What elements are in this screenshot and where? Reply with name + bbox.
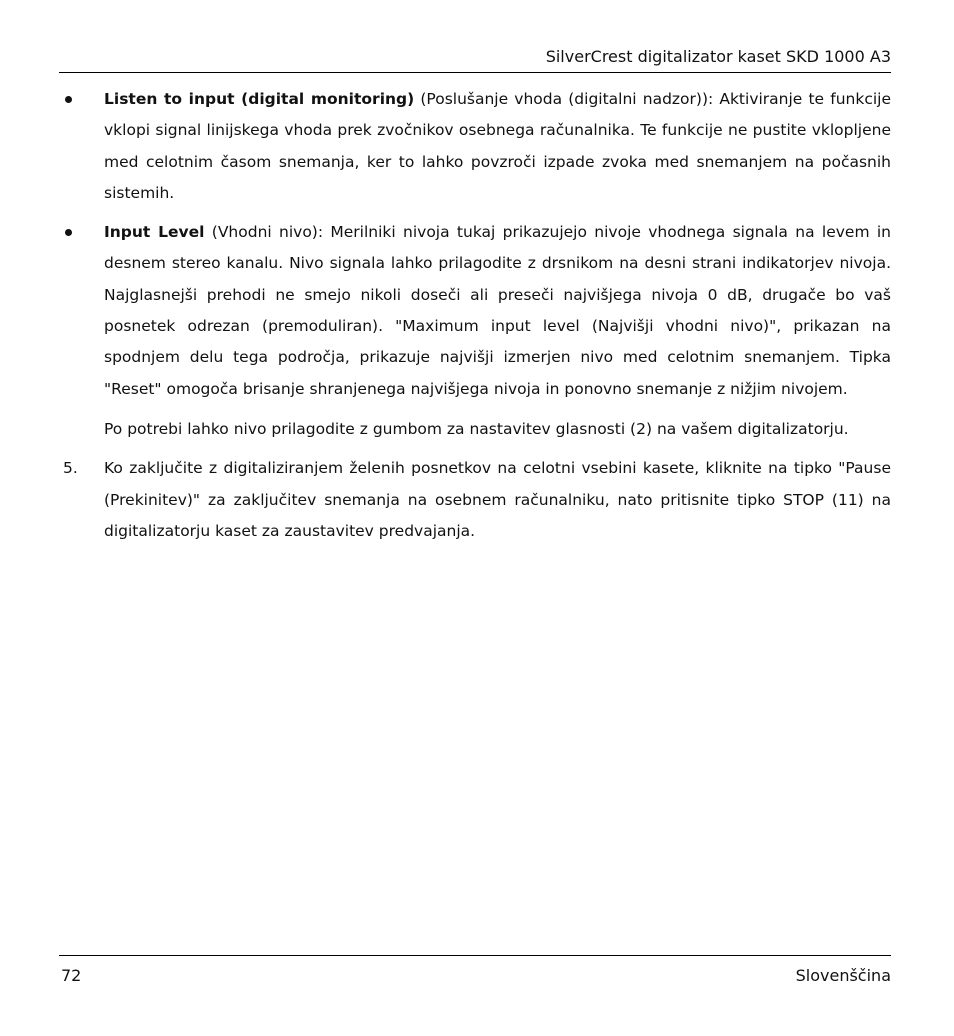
bullet-item-input-level xyxy=(59,217,891,445)
step-paragraph: Ko zaključite z digitaliziranjem želenih posnetkov na celotni vsebini kasete, kliknite na tipko "Pause (Prekinitev)" za zaključitev snemanja na osebnem računalniku, nato pritisnite tipko STOP (11) na digitalizatorju kaset za zaustavitev predvajanja. xyxy=(104,459,891,540)
bullet-icon xyxy=(65,229,72,236)
numbered-item-step-5 xyxy=(59,453,891,547)
page-number: 72 xyxy=(61,966,82,985)
term-description: (Poslušanje vhoda (digitalni nadzor)): Aktiviranje te funkcije vklopi signal linijskega vhoda prek zvočnikov osebnega računalnika. Te funkcije ne pustite vklopljene med celotnim časom snemanja, ker to lahko povzroči izpade zvoka med snemanjem na počasnih sistemih. xyxy=(104,90,891,202)
bullet-item-listen-to-input xyxy=(59,84,891,209)
page-content xyxy=(59,84,891,547)
term-label: Input Level xyxy=(104,223,205,242)
step-number: 5. xyxy=(63,459,78,478)
page-footer xyxy=(59,955,891,996)
bullet-extra-paragraph: Po potrebi lahko nivo prilagodite z gumbom za nastavitev glasnosti (2) na vašem digitalizatorju. xyxy=(104,419,849,438)
footer-language: Slovenščina xyxy=(795,966,891,985)
header-title: SilverCrest digitalizator kaset SKD 1000 A3 xyxy=(545,47,891,66)
bullet-paragraph xyxy=(104,217,891,405)
bullet-icon xyxy=(65,96,72,103)
page-header xyxy=(59,46,891,73)
term-label: Listen to input (digital monitoring) xyxy=(104,90,415,108)
bullet-paragraph xyxy=(104,84,891,209)
term-description: (Vhodni nivo): Merilniki nivoja tukaj prikazujejo nivoje vhodnega signala na levem in desnem stereo kanalu. Nivo signala lahko prilagodite z drsnikom na desni strani indikatorjev nivoja. Najglasnejši prehodi ne smejo nikoli doseči ali preseči najvišjega nivoja 0 dB, drugače bo vaš posnetek odrezan (premoduliran). "Maximum input level (Najvišji vhodni nivo)", prikazan na spodnjem delu tega področja, prikazuje najvišji izmerjen nivo med celotnim snemanjem. Tipka "Reset" omogoča brisanje shranjenega najvišjega nivoja in ponovno snemanje z nižjim nivojem. xyxy=(104,223,891,398)
